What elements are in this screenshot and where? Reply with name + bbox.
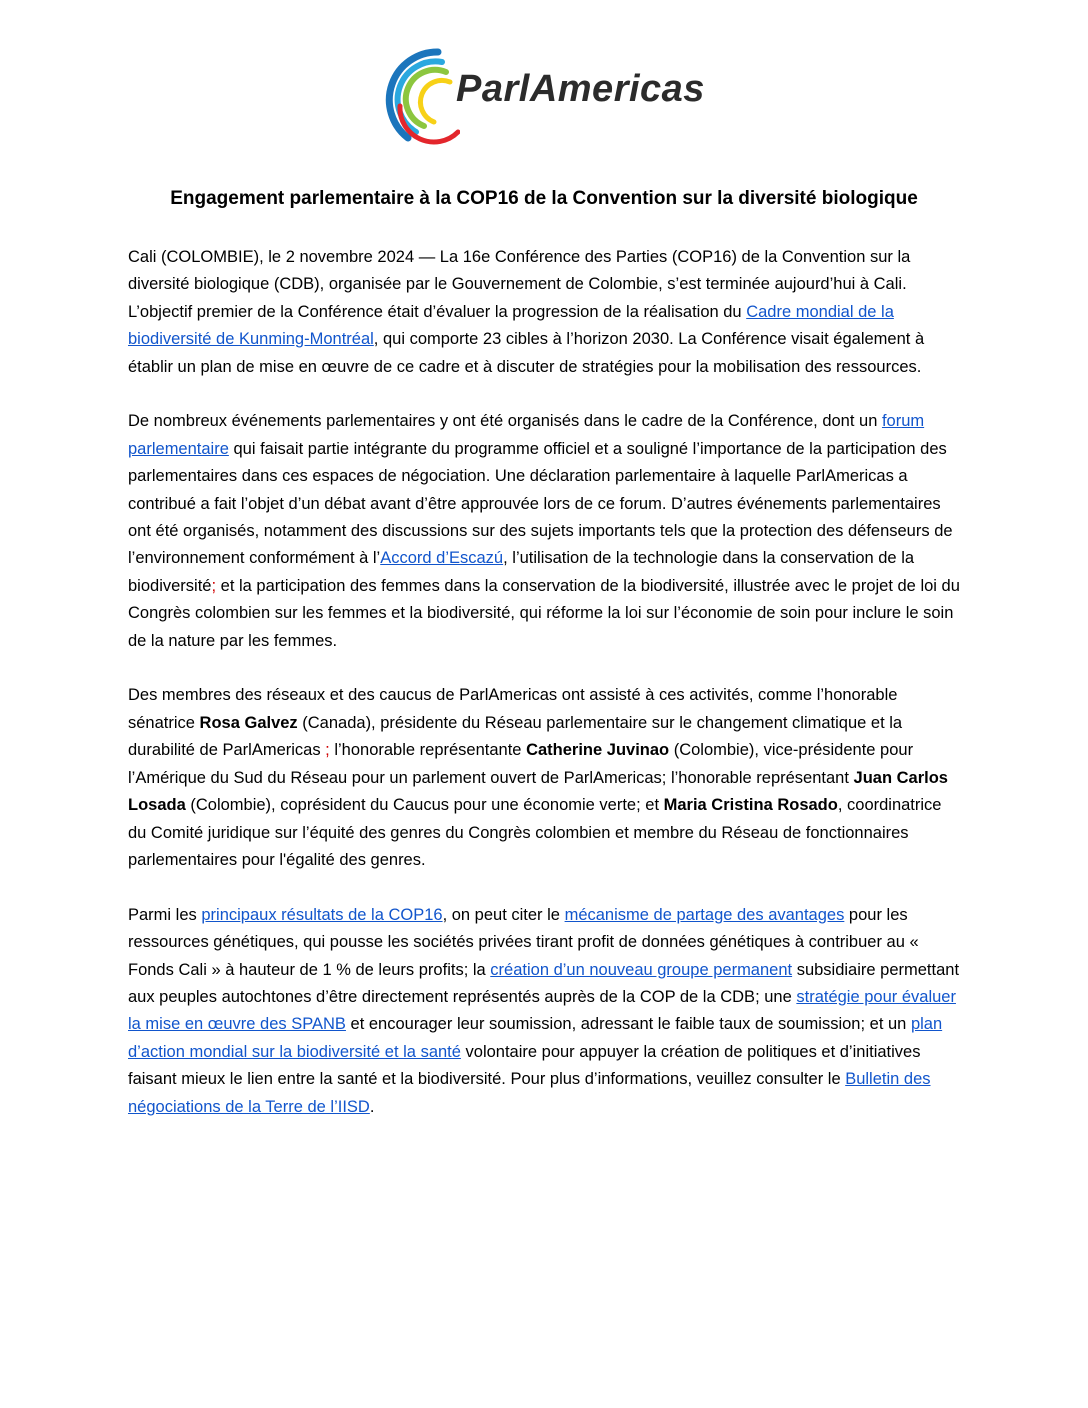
document-body [128, 244, 962, 1148]
link-bulletin-iisd[interactable]: Bulletin des négociations de la Terre de l’IISD [128, 1070, 931, 1116]
text-run: volontaire pour appuyer la création de politiques et d’initiatives faisant mieux le lien entre la santé et la biodiversité. Pour plus d’informations, veuillez consulter le [128, 1042, 921, 1089]
text-run: , qui comporte 23 cibles à l’horizon 2030. La Conférence visait également à établir un plan de mise en œuvre de ce cadre et à discuter de stratégies pour la mobilisation des ressources. [128, 330, 925, 376]
link-mecanisme-partage[interactable]: mécanisme de partage des avantages [564, 905, 845, 924]
red-semicolon: ; [325, 741, 330, 760]
paragraph-1 [128, 244, 962, 381]
red-semicolon: ; [211, 576, 217, 595]
logo-arcs-icon [380, 46, 460, 146]
text-run: Des membres des réseaux et des caucus de ParlAmericas ont assisté à ces activités, comme l’honorable sénatrice [128, 686, 898, 732]
text-run: . [369, 1097, 375, 1116]
text-run: , on peut citer le [442, 905, 565, 924]
text-run: et la participation des femmes dans la conservation de la biodiversité, illustrée avec le projet de loi du Congrès colombien sur les femmes et la biodiversité, qui réforme la loi sur l’économie de soin pour inclure le soin de la nature par les femmes. [128, 576, 960, 650]
name-juan-carlos-losada: Juan Carlos Losada [128, 768, 948, 815]
text-run: De nombreux événements parlementaires y ont été organisés dans le cadre de la Conférence, dont un [128, 412, 882, 431]
document-title: Engagement parlementaire à la COP16 de la Convention sur la diversité biologique [170, 188, 918, 209]
parlamericas-logo [380, 46, 740, 146]
text-run: et encourager leur soumission, adressant le faible taux de soumission; et un [345, 1015, 911, 1034]
name-rosa-galvez: Rosa Galvez [199, 713, 298, 732]
text-run: pour les ressources génétiques, qui pousse les sociétés privées tirant profit de données génétiques à contribuer au « Fonds Cali » à hauteur de 1 % de leurs profits; la [128, 905, 919, 979]
link-strategie-spanb[interactable]: stratégie pour évaluer la mise en œuvre des SPANB [128, 987, 956, 1034]
text-run: qui faisait partie intégrante du programme officiel et a souligné l’importance de la participation des parlementaires dans ces espaces de négociation. Une déclaration parlementaire à laquelle ParlAmericas a contribué a fait l’objet d’un débat avant d’être approuvée lors de ce forum. D’autres événements parlementaires ont été organisés, notamment des discussions sur des sujets importants tels que la protection des défenseurs de l’environnement conformément à l’ [128, 439, 953, 568]
text-run: (Colombie), coprésident du Caucus pour une économie verte; et [185, 796, 664, 815]
link-nouveau-groupe[interactable]: création d’un nouveau groupe permanent [490, 960, 793, 979]
text-run: , coordinatrice du Comité juridique sur l’équité des genres du Congrès colombien et membre du Réseau de fonctionnaires parlementaires pour l'égalité des genres. [128, 796, 942, 869]
logo-arc-yellow [420, 80, 450, 122]
text-run: l’honorable représentante [329, 741, 527, 760]
logo-wordmark: ParlAmericas [456, 68, 705, 110]
text-run: (Canada), présidente du Réseau parlementaire sur le changement climatique et la durabilité de ParlAmericas [128, 713, 903, 760]
link-plan-action-sante[interactable]: plan d’action mondial sur la biodiversité et la santé [128, 1015, 943, 1061]
link-forum-parlementaire[interactable]: forum parlementaire [128, 412, 925, 458]
link-cadre-mondial[interactable]: Cadre mondial de la biodiversité de Kunming-Montréal [128, 302, 894, 349]
text-run: subsidiaire permettant aux peuples autochtones d’être directement représentés auprès de la COP de la CDB; une [128, 960, 960, 1006]
paragraph-3 [128, 682, 962, 874]
name-catherine-juvinao: Catherine Juvinao [526, 741, 670, 760]
link-accord-escazu[interactable]: Accord d’Escazú [380, 549, 504, 568]
text-run: Cali (COLOMBIE), le 2 novembre 2024 — La 16e Conférence des Parties (COP16) de la Convention sur la diversité biologique (CDB), organisée par le Gouvernement de Colombie, s’est terminée aujourd’hui à Cali. L’objectif premier de la Conférence était d’évaluer la progression de la réalisation du [128, 248, 911, 321]
paragraph-2 [128, 408, 962, 655]
paragraph-4 [128, 902, 962, 1121]
text-run: , l’utilisation de la technologie dans la conservation de la biodiversité [128, 549, 915, 595]
name-maria-cristina-rosado: Maria Cristina Rosado [663, 796, 838, 815]
text-run: (Colombie), vice-présidente pour l’Amérique du Sud du Réseau pour un parlement ouvert de ParlAmericas; l’honorable représentant [128, 741, 914, 787]
link-principaux-resultats[interactable]: principaux résultats de la COP16 [201, 905, 443, 924]
text-run: Parmi les [128, 905, 202, 924]
